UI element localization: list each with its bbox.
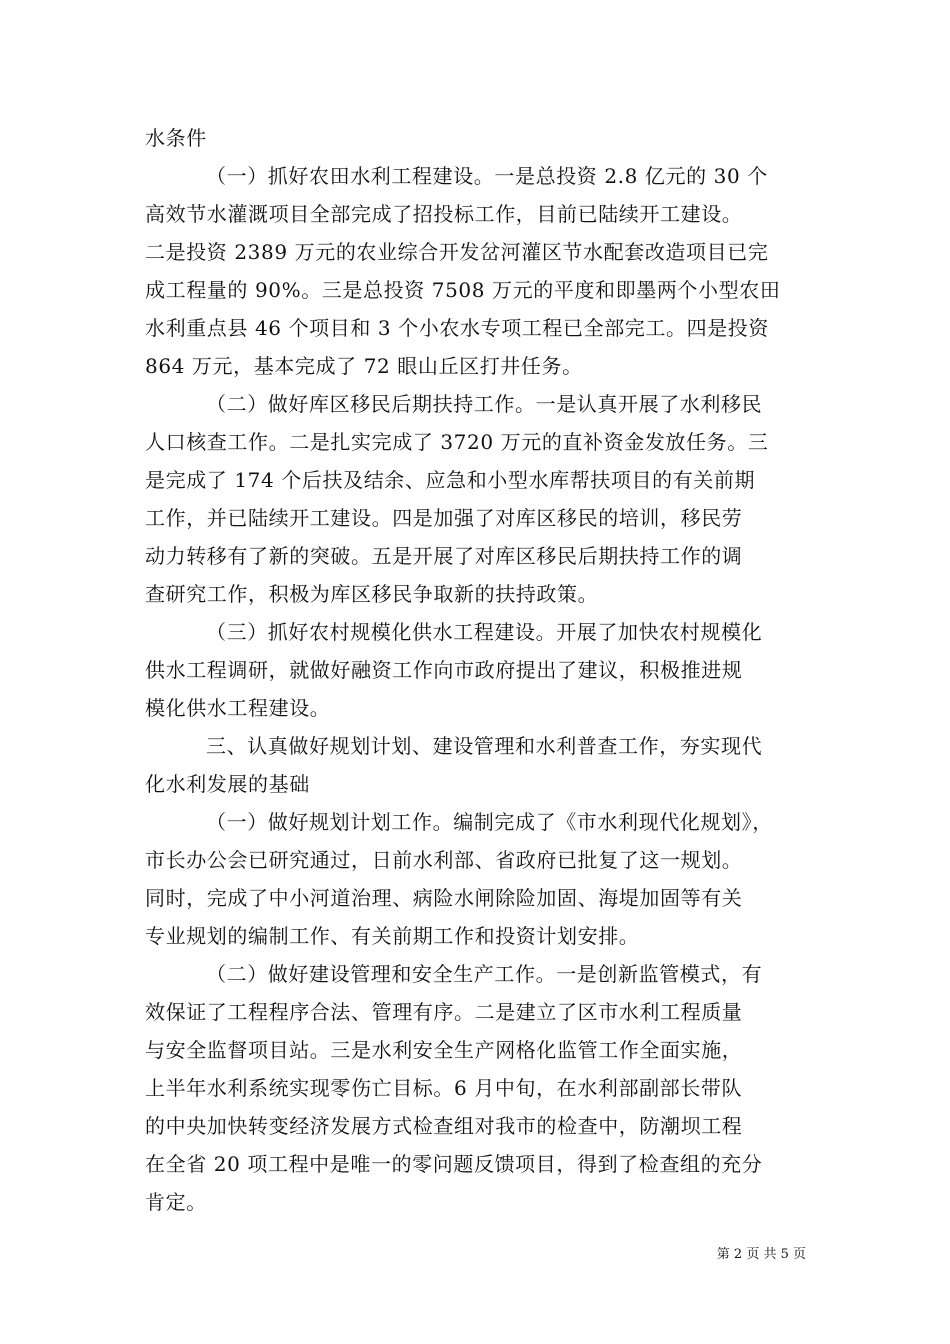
paragraph-start-line: （二）做好建设管理和安全生产工作。一是创新监管模式，有 (206, 962, 763, 986)
text-line: 水利重点县 46 个项目和 3 个小农水专项工程已全部完工。四是投资 (145, 316, 770, 340)
text-line: 在全省 20 项工程中是唯一的零问题反馈项目，得到了检查组的充分 (145, 1152, 763, 1176)
section-heading-line: 化水利发展的基础 (145, 772, 310, 796)
paragraph-start-line: （三）抓好农村规模化供水工程建设。开展了加快农村规模化 (206, 620, 763, 644)
text-line: 同时，完成了中小河道治理、病险水闸除险加固、海堤加固等有关 (145, 886, 743, 910)
paragraph-start-line: （一）抓好农田水利工程建设。一是总投资 2.8 亿元的 30 个 (206, 164, 768, 188)
text-line: 工作，并已陆续开工建设。四是加强了对库区移民的培训，移民劳 (145, 506, 743, 530)
text-line: 水条件 (145, 126, 207, 150)
text-line: 高效节水灌溉项目全部完成了招投标工作，目前已陆续开工建设。 (145, 202, 743, 226)
text-line: 上半年水利系统实现零伤亡目标。6 月中旬，在水利部副部长带队 (145, 1076, 743, 1100)
text-line: 动力转移有了新的突破。五是开展了对库区移民后期扶持工作的调 (145, 544, 743, 568)
text-line: 864 万元，基本完成了 72 眼山丘区打井任务。 (145, 354, 583, 378)
page-number: 第 2 页 共 5 页 (716, 1247, 806, 1262)
text-line: 专业规划的编制工作、有关前期工作和投资计划安排。 (145, 924, 640, 948)
text-line: 模化供水工程建设。 (145, 696, 331, 720)
text-line: 与安全监督项目站。三是水利安全生产网格化监管工作全面实施， (145, 1038, 743, 1062)
paragraph-start-line: （一）做好规划计划工作。编制完成了《市水利现代化规划》， (206, 810, 773, 834)
text-line: 效保证了工程程序合法、管理有序。二是建立了区市水利工程质量 (145, 1000, 743, 1024)
text-line: 成工程量的 90%。三是总投资 7508 万元的平度和即墨两个小型农田 (145, 278, 781, 302)
paragraph-start-line: （二）做好库区移民后期扶持工作。一是认真开展了水利移民 (206, 392, 763, 416)
text-line: 查研究工作，积极为库区移民争取新的扶持政策。 (145, 582, 599, 606)
text-line: 肯定。 (145, 1190, 207, 1214)
text-line: 市长办公会已研究通过，日前水利部、省政府已批复了这一规划。 (145, 848, 743, 872)
text-line: 的中央加快转变经济发展方式检查组对我市的检查中，防潮坝工程 (145, 1114, 743, 1138)
text-line: 人口核查工作。二是扎实完成了 3720 万元的直补资金发放任务。三 (145, 430, 769, 454)
section-heading-line: 三、认真做好规划计划、建设管理和水利普查工作，夯实现代 (206, 734, 763, 758)
document-body (145, 119, 809, 1221)
text-line: 供水工程调研，就做好融资工作向市政府提出了建议，积极推进规 (145, 658, 743, 682)
text-line: 二是投资 2389 万元的农业综合开发岔河灌区节水配套改造项目已完 (145, 240, 769, 264)
text-line: 是完成了 174 个后扶及结余、应急和小型水库帮扶项目的有关前期 (145, 468, 756, 492)
